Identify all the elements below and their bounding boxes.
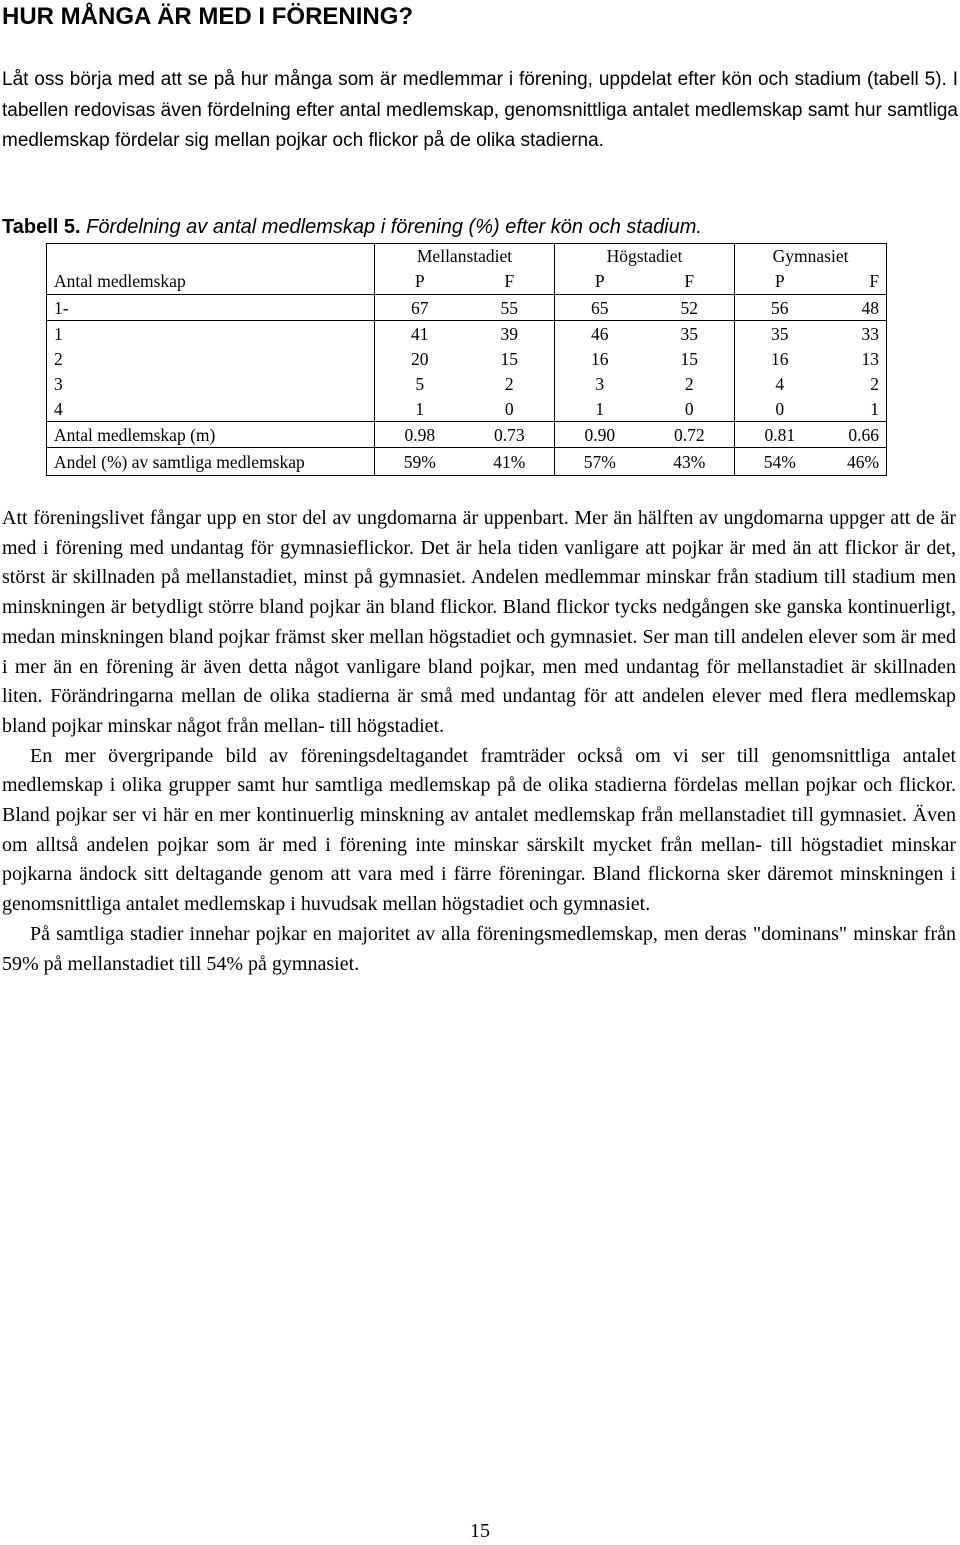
table-cell: 39 (500, 323, 518, 344)
table-row (47, 321, 887, 347)
body-text (2, 504, 956, 979)
group-header-gymnasiet: Gymnasiet (735, 244, 887, 269)
table-cell: 59% (375, 448, 465, 476)
table-cell: 65 (555, 295, 645, 321)
table-cell: 0.66 (825, 422, 887, 448)
subheader-cell: F (465, 268, 555, 295)
table-cell: 56 (735, 295, 825, 321)
table-cell: 2 (684, 373, 694, 394)
row-header-label: Antal medlemskap (47, 268, 375, 295)
subheader-cell: P (555, 268, 645, 295)
subheader-cell: F (645, 268, 735, 295)
table-cell: 16 (735, 346, 825, 371)
table-row (47, 295, 887, 321)
table-sub-header-row (47, 268, 887, 295)
table-cell: 1 (825, 396, 887, 422)
table-cell: 20 (375, 346, 465, 371)
body-paragraph: Att föreningslivet fångar upp en stor del av ungdomarna är uppenbart. Mer än hälften av ungdomarna uppger att de är med i förening med undantag för gymnasieflickor. Det är hela tiden vanligare att pojkar är med än att flickor är det, störst är skillnaden på mellanstadiet, minst på gymnasiet. Andelen medlemmar minskar från stadium till stadium men minskningen är betydligt större bland pojkar än bland flickor. Bland flickor tycks nedgången ske ganska kontinuerligt, medan minskningen bland pojkar främst sker mellan högstadiet och gymnasiet. Ser man till andelen elever som är med i mer än en förening är även detta något vanligare bland pojkar, men med undantag för mellanstadiet är skillnaden liten. Förändringarna mellan de olika stadierna är små med undantag för att andelen elever med flera medlemskap bland pojkar minskar något från mellan- till högstadiet. (2, 507, 956, 737)
group-header-hogstadiet: Högstadiet (555, 244, 735, 269)
row-label: Antal medlemskap (m) (47, 422, 375, 448)
table-cell: 5 (375, 371, 465, 396)
table-cell: 33 (825, 321, 887, 347)
table-cell: 0.81 (735, 422, 825, 448)
row-label: 4 (47, 396, 375, 422)
table-cell: 46% (825, 448, 887, 476)
table-cell: 15 (500, 348, 518, 369)
table-cell: 0.90 (555, 422, 645, 448)
table-cell: 2 (825, 371, 887, 396)
table-cell: 52 (645, 295, 735, 321)
row-label: 1- (47, 295, 375, 321)
row-label: Andel (%) av samtliga medlemskap (47, 448, 375, 476)
table-row (47, 422, 887, 448)
table-cell: 46 (555, 321, 645, 347)
table-cell: 35 (735, 321, 825, 347)
table-cell: 0.73 (465, 422, 555, 448)
table-cell: 0 (465, 396, 555, 422)
table-cell: 57% (555, 448, 645, 476)
membership-table (46, 243, 887, 476)
table-cell: 67 (375, 295, 465, 321)
table-cell: 0 (735, 396, 825, 422)
table-row (47, 346, 887, 371)
body-paragraph: På samtliga stadier innehar pojkar en majoritet av alla föreningsmedlemskap, men deras "dominans" minskar från 59% på mellanstadiet till 54% på gymnasiet. (2, 922, 956, 975)
row-label: 3 (47, 371, 375, 396)
table-cell: 35 (680, 323, 699, 344)
table-cell: 0.98 (375, 422, 465, 448)
table-group-header-row (47, 244, 887, 269)
page-number: 15 (470, 1520, 490, 1542)
table-cell: 16 (555, 346, 645, 371)
table-corner-cell (47, 244, 375, 269)
table-cell: 0 (645, 396, 735, 422)
row-label: 2 (47, 346, 375, 371)
subheader-cell: P (375, 268, 465, 295)
table-cell: 48 (825, 295, 887, 321)
table-cell: 2 (504, 373, 514, 394)
table-cell: 1 (375, 396, 465, 422)
table-row (47, 371, 887, 396)
table-cell: 54% (735, 448, 825, 476)
table-cell: 55 (465, 295, 555, 321)
page-heading: HUR MÅNGA ÄR MED I FÖRENING? (2, 3, 414, 30)
intro-paragraph: Låt oss börja med att se på hur många som är medlemmar i förening, uppdelat efter kön och stadium (tabell 5). I tabellen redovisas även fördelning efter antal medlemskap, genomsnittliga antalet medlemskap samt hur samtliga medlemskap fördelar sig mellan pojkar och flickor på de olika stadierna. (2, 69, 958, 151)
table-cell: 43% (645, 448, 735, 476)
table-cell: 0.72 (645, 422, 735, 448)
table-row (47, 448, 887, 476)
table-cell: 41% (465, 448, 555, 476)
table-cell: 41 (375, 321, 465, 347)
body-paragraph: En mer övergripande bild av föreningsdeltagandet framträder också om vi ser till genomsnittliga antalet medlemskap i olika grupper samt hur samtliga medlemskap på de olika stadierna fördelas mellan pojkar och flickor. Bland pojkar ser vi här en mer kontinuerlig minskning av antalet medlemskap från mellanstadiet till gymnasiet. Även om alltså andelen pojkar som är med i förening inte minskar särskilt mycket från mellan- till högstadiet minskar pojkarna ändock sitt deltagande genom att vara med i färre föreningar. Bland flickorna sker däremot minskningen i genomsnittliga antalet medlemskap i huvudsak mellan högstadiet och gymnasiet. (2, 744, 956, 916)
row-label: 1 (47, 321, 375, 347)
table-cell: 4 (735, 371, 825, 396)
group-header-mellanstadiet: Mellanstadiet (375, 244, 555, 269)
table-cell: 3 (555, 371, 645, 396)
subheader-cell: P (735, 268, 825, 295)
table-caption (2, 213, 702, 241)
table-cell: 1 (555, 396, 645, 422)
subheader-cell: F (825, 268, 887, 295)
table-caption-label: Tabell 5. (2, 216, 81, 238)
table-caption-text: Fördelning av antal medlemskap i förening (%) efter kön och stadium. (86, 216, 702, 238)
table-cell: 13 (825, 346, 887, 371)
table-cell: 15 (680, 348, 699, 369)
table-row (47, 396, 887, 422)
